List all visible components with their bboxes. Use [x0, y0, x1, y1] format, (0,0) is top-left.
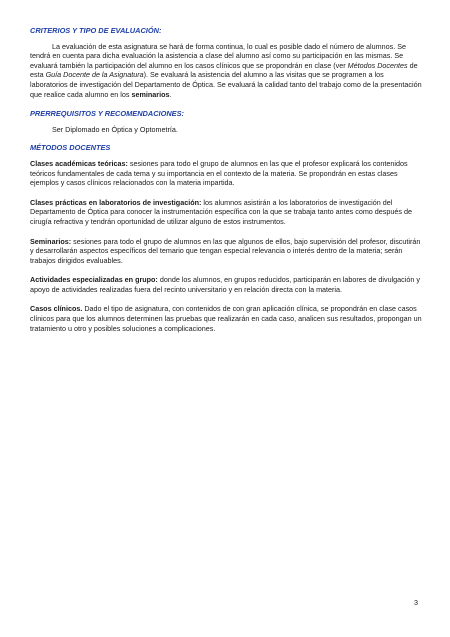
page-number: 3 — [414, 598, 418, 607]
metodo-title: Seminarios: — [30, 236, 72, 246]
document-page — [30, 26, 422, 343]
metodo-item-casos-clinicos — [30, 304, 422, 333]
metodo-text: los alumnos asistirán a los laboratorios de investigación del Departamento de Óptica para conocer la instrumentación específica con la que se trabaja tanto antes como después de cirugía refractiva y tendrán oportunidad de utilizar alguno de estos instrumentos. — [30, 197, 412, 226]
metodo-title: Clases prácticas en laboratorios de investigación: — [30, 197, 202, 207]
metodos-heading: MÉTODOS DOCENTES — [30, 143, 111, 153]
criterios-bold-seminarios: seminarios — [131, 89, 170, 99]
metodo-item-clases-teoricas — [30, 159, 422, 188]
criterios-text-a: La evaluación de esta asignatura se hará de forma continua, lo cual es posible dado el número de alumnos. Se tendrá en cuenta para dicha evaluación la asistencia a clase del alumno así como su participación en las mismas. Se evaluará también la participación del alumno en los casos clínicos que se propondrán en clase (ver — [30, 41, 407, 70]
metodo-text: sesiones para todo el grupo de alumnos en las que algunos de ellos, bajo supervisión del profesor, discutirán y desarrollarán aspectos específicos del temario que tengan especial relevancia o interés dentro de la materia; serán trabajos dirigidos evaluables. — [30, 236, 421, 265]
metodo-text: donde los alumnos, en grupos reducidos, participarán en labores de divulgación y apoyo de actividades realizadas fuera del recinto universitario y en relación directa con la materia. — [30, 275, 420, 294]
metodo-item-clases-practicas — [30, 198, 422, 227]
metodo-title: Clases académicas teóricas: — [30, 158, 128, 168]
criterios-italic-metodos: Métodos Docentes — [347, 60, 408, 70]
metodo-title: Actividades especializadas en grupo: — [30, 275, 158, 285]
metodo-text: sesiones para todo el grupo de alumnos en las que el profesor explicará los contenidos teóricos fundamentales de cada tema y su importancia en el contexto de la materia. Se propondrán en estas clases ejemplos y casos clínicos relacionados con la materia impartida. — [30, 158, 408, 188]
metodo-item-actividades — [30, 275, 422, 294]
criterios-italic-guia: Guía Docente de la Asignatura — [45, 70, 144, 80]
criterios-heading: CRITERIOS Y TIPO DE EVALUACIÓN: — [30, 26, 162, 35]
metodo-text: Dado el tipo de asignatura, con contenidos de con gran aplicación clínica, se propondrán en clase casos clínicos para que los alumnos determinen las pruebas que realizarán en cada caso, analicen sus resultados, propongan un tratamiento u otro y posibles soluciones a complicaciones. — [30, 304, 422, 333]
criterios-text-b: de esta — [30, 60, 418, 80]
prerrequisitos-heading: PRERREQUISITOS Y RECOMENDACIONES: — [30, 109, 184, 119]
criterios-text-c: ). Se evaluará la asistencia del alumno a las visitas que se programen a los laboratorios de investigación del Departamento de Óptica. Se evaluará la calidad tanto del trabajo como de la presentación que realice cada alumno en los — [30, 70, 422, 99]
prerrequisitos-text: Ser Diplomado en Óptica y Optometría. — [52, 124, 178, 134]
criterios-text-d: . — [169, 89, 172, 99]
metodo-title: Casos clínicos. — [30, 304, 83, 314]
criterios-paragraph — [30, 42, 422, 100]
metodo-item-seminarios — [30, 237, 422, 266]
